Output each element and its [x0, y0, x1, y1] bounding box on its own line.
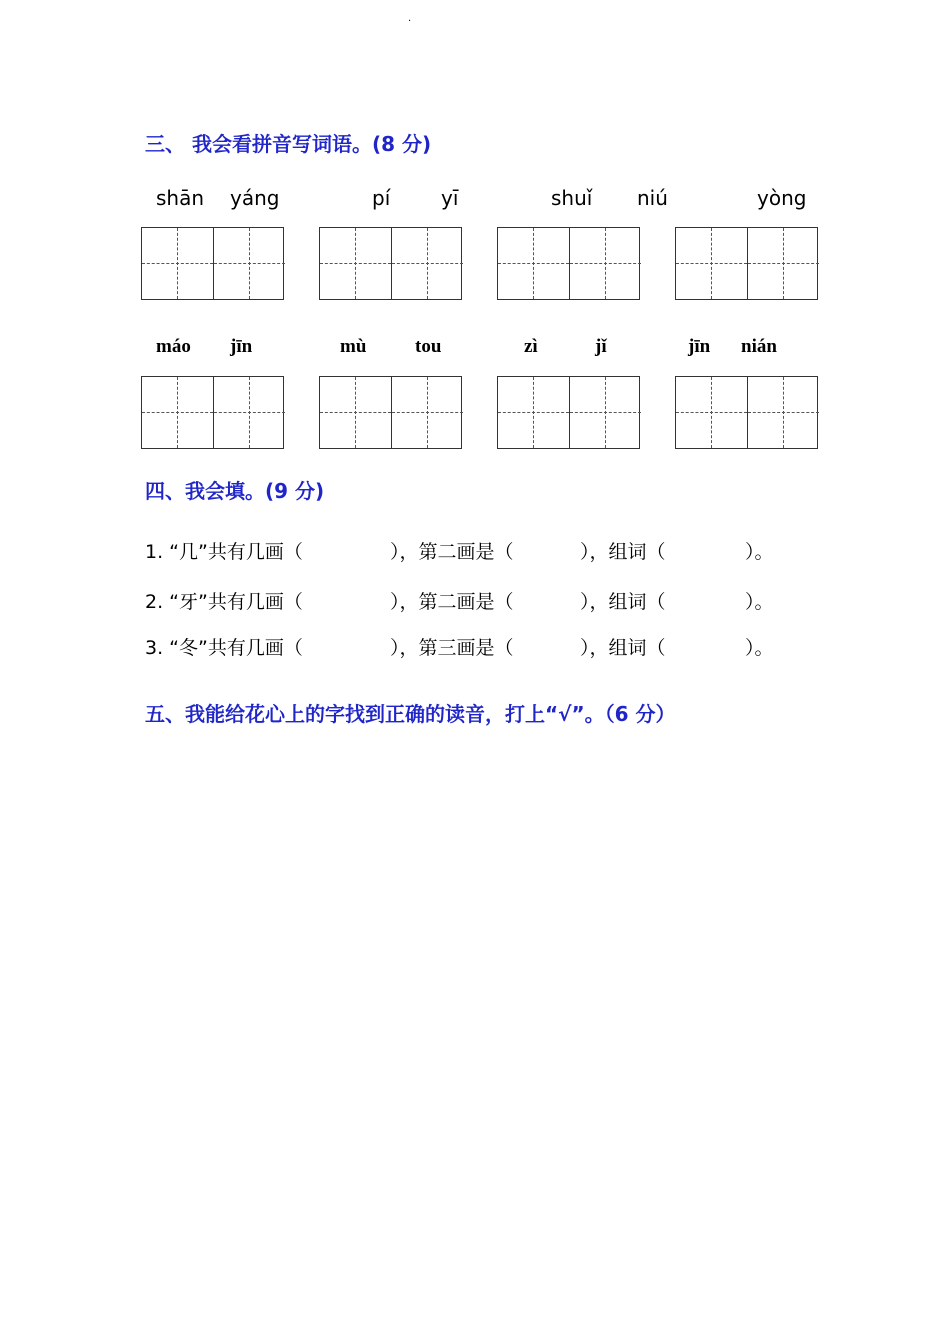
question-2-part-c: ），组词（	[580, 591, 666, 613]
grid-cell	[142, 228, 214, 299]
pinyin-1-1a: shān	[156, 186, 205, 210]
grid-cell	[392, 377, 463, 448]
question-1-part-a: 1. “几”共有几画（	[145, 541, 303, 563]
writing-grid-2[interactable]	[319, 227, 462, 300]
pinyin-2-2a: mù	[340, 336, 367, 357]
grid-cell	[214, 228, 285, 299]
question-2-part-a: 2. “牙”共有几画（	[145, 591, 303, 613]
grid-cell	[748, 377, 819, 448]
grid-cell	[392, 228, 463, 299]
grid-cell	[214, 377, 285, 448]
grid-cell	[676, 228, 748, 299]
writing-grid-3[interactable]	[497, 227, 640, 300]
pinyin-2-3b: jǐ	[595, 336, 607, 357]
pinyin-1-3a: shuǐ	[551, 186, 593, 210]
question-3-part-c: ），组词（	[580, 637, 666, 659]
section4-heading: 四、我会填。(9 分)	[145, 479, 325, 503]
writing-grid-6[interactable]	[319, 376, 462, 449]
writing-grid-8[interactable]	[675, 376, 818, 449]
writing-grid-5[interactable]	[141, 376, 284, 449]
grid-cell	[570, 228, 641, 299]
question-1-part-d: ）。	[745, 541, 774, 563]
question-2-part-d: ）。	[745, 591, 774, 613]
pinyin-1-4b: yòng	[757, 186, 807, 210]
pinyin-2-1b: jīn	[230, 336, 253, 357]
pinyin-2-4b: nián	[741, 336, 777, 357]
question-3-part-a: 3. “冬”共有几画（	[145, 637, 303, 659]
pinyin-1-3b: niú	[637, 186, 668, 210]
pinyin-2-2b: tou	[415, 336, 442, 357]
question-1-part-c: ），组词（	[580, 541, 666, 563]
grid-cell	[498, 228, 570, 299]
pinyin-2-1a: máo	[156, 336, 191, 357]
grid-cell	[748, 228, 819, 299]
writing-grid-7[interactable]	[497, 376, 640, 449]
question-1-part-b: ），第二画是（	[390, 541, 514, 563]
grid-cell	[570, 377, 641, 448]
section5-heading: 五、我能给花心上的字找到正确的读音，打上“√”。（6 分）	[145, 702, 676, 726]
grid-cell	[142, 377, 214, 448]
grid-cell	[498, 377, 570, 448]
pinyin-1-2a: pí	[372, 186, 391, 210]
grid-cell	[676, 377, 748, 448]
grid-cell	[320, 377, 392, 448]
question-2-part-b: ），第二画是（	[390, 591, 514, 613]
writing-grid-1[interactable]	[141, 227, 284, 300]
pinyin-1-2b: yī	[441, 186, 459, 210]
top-mark: .	[408, 13, 412, 24]
question-3-part-b: ），第三画是（	[390, 637, 514, 659]
pinyin-1-1b: yáng	[230, 186, 280, 210]
question-3-part-d: ）。	[745, 637, 774, 659]
section3-heading: 三、 我会看拼音写词语。(8 分)	[145, 132, 432, 156]
writing-grid-4[interactable]	[675, 227, 818, 300]
grid-cell	[320, 228, 392, 299]
pinyin-2-4a: jīn	[688, 336, 711, 357]
pinyin-2-3a: zì	[524, 336, 538, 357]
